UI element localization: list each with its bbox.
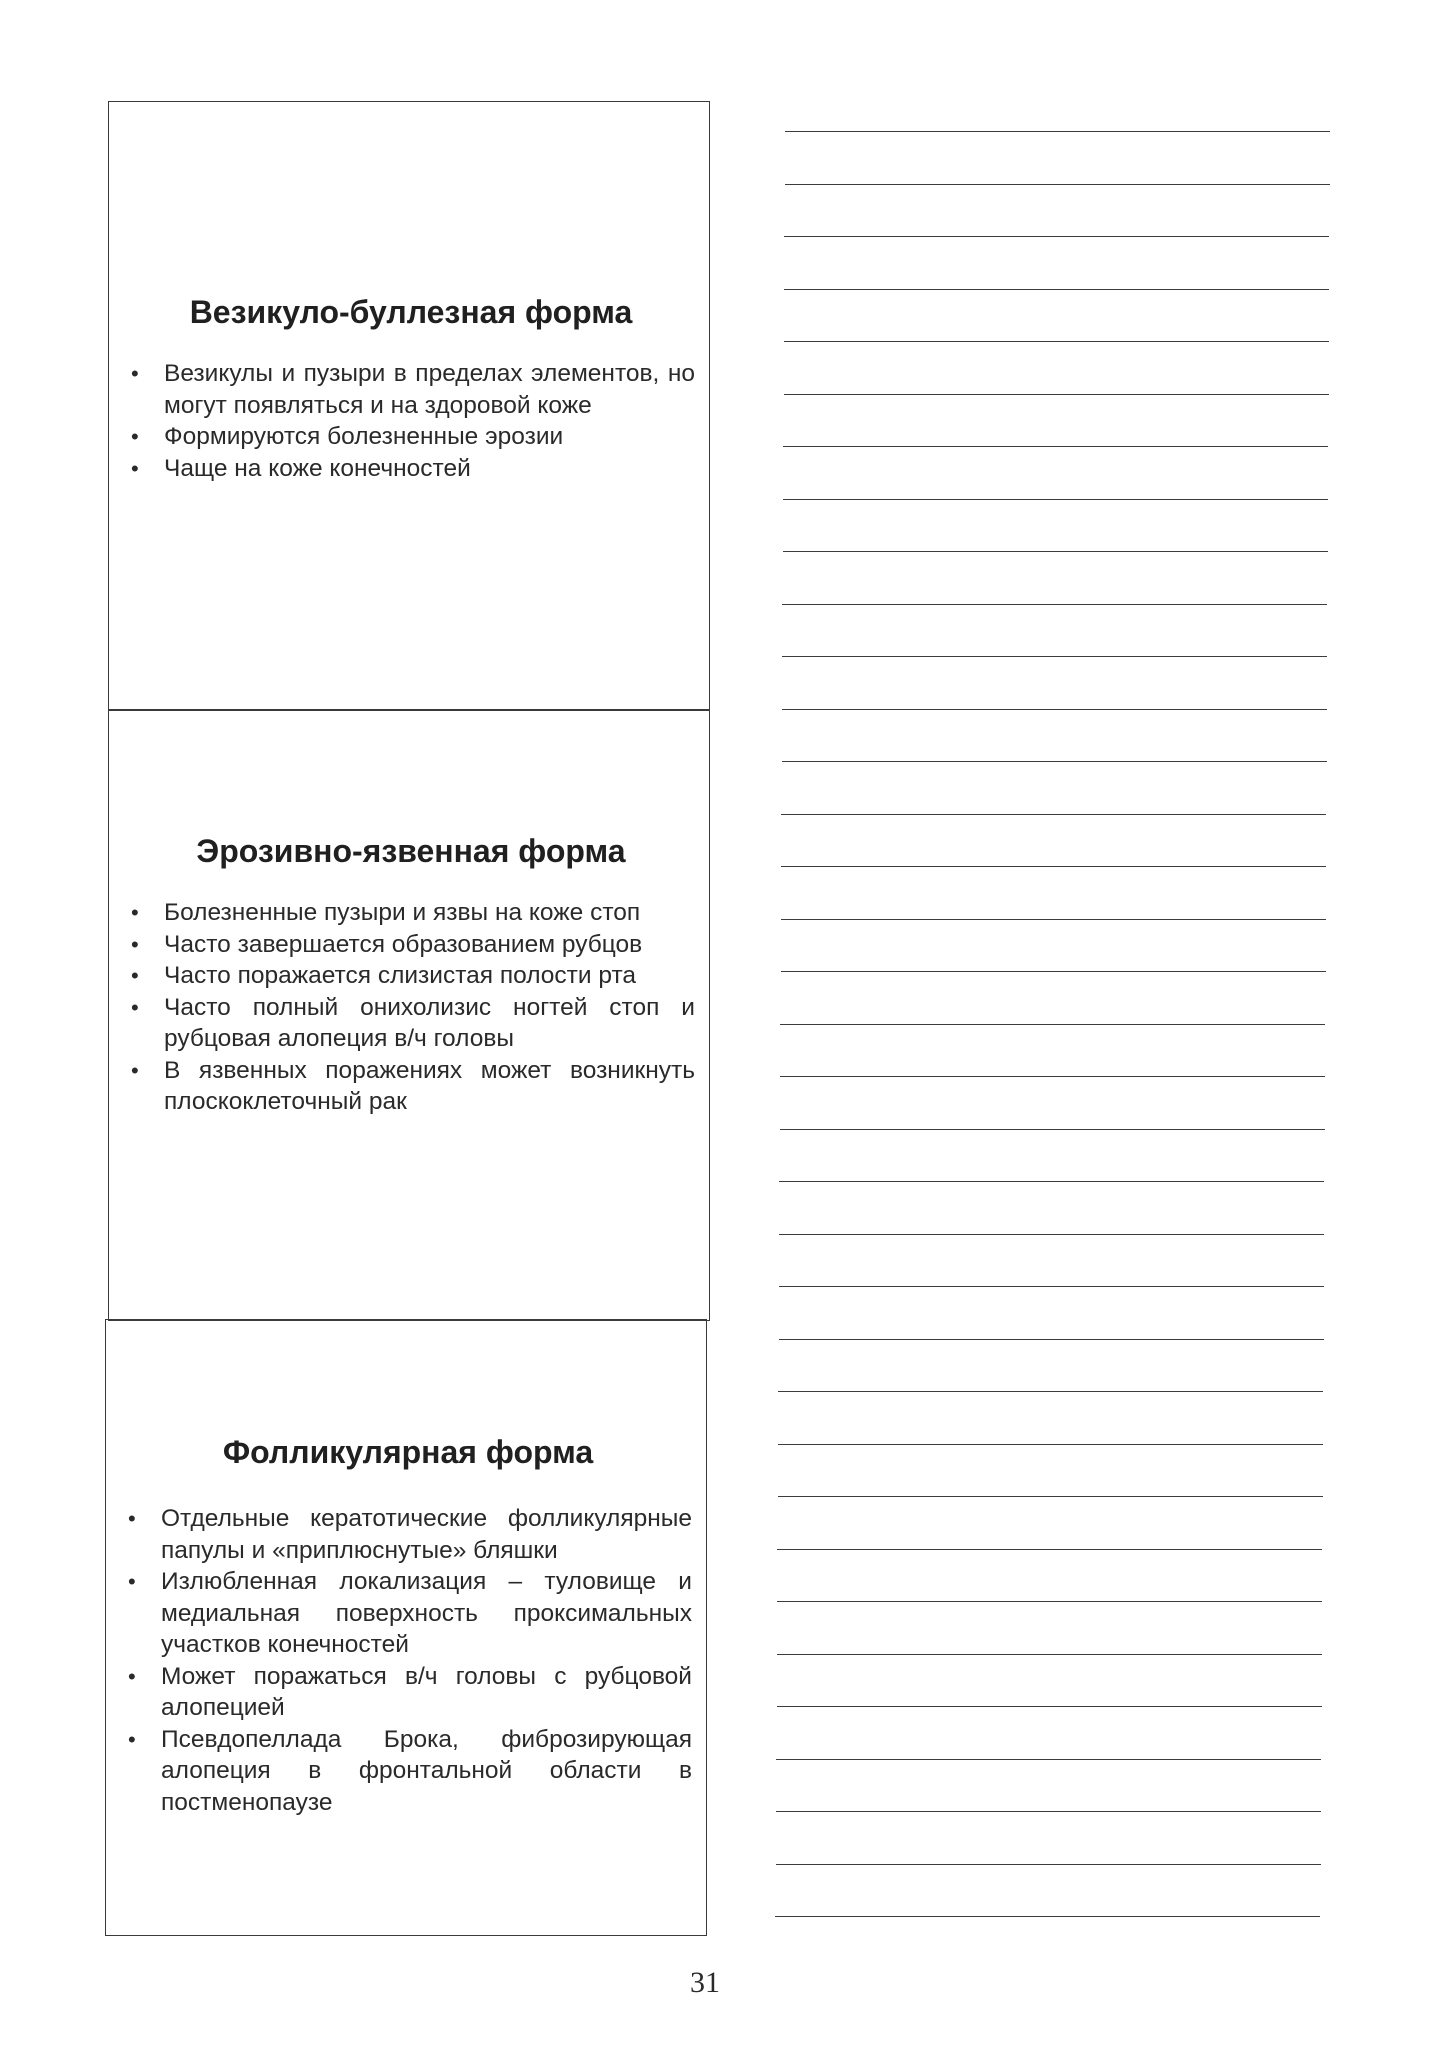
bullet-item: [127, 929, 695, 961]
bullet-icon: •: [131, 455, 139, 481]
bullet-icon: •: [128, 1726, 136, 1752]
slide-title: Фолликулярная форма: [222, 1434, 594, 1470]
bullet-text: Чаще на коже конечностей: [164, 454, 471, 482]
note-line: [776, 1759, 1321, 1760]
bullet-list: [127, 358, 695, 484]
note-line: [782, 761, 1327, 762]
note-line: [784, 341, 1329, 342]
slide-erosive-ulcerative: [108, 709, 710, 1321]
bullet-text: В язвенных поражениях может возникнуть плоскоклеточный рак: [164, 1056, 695, 1115]
bullet-item: [127, 992, 695, 1055]
note-line: [777, 1706, 1322, 1707]
bullet-item: [127, 897, 695, 929]
note-line: [780, 1076, 1325, 1077]
bullet-icon: •: [128, 1663, 136, 1689]
bullet-text: Может поражаться в/ч головы с рубцовой алопецией: [161, 1662, 692, 1721]
slide-title: Везикуло-буллезная форма: [189, 294, 633, 330]
bullet-list: [127, 897, 695, 1118]
bullet-icon: •: [131, 994, 139, 1020]
note-line: [783, 551, 1328, 552]
note-line: [784, 289, 1329, 290]
note-line: [777, 1549, 1322, 1550]
bullet-text: Излюбленная локализация – туловище и медиальная поверхность проксимальных участков конечностей: [161, 1568, 692, 1658]
bullet-icon: •: [131, 963, 139, 988]
note-line: [780, 1129, 1325, 1130]
note-line: [779, 1339, 1324, 1340]
note-line: [784, 236, 1329, 237]
slides-column: [108, 101, 712, 1936]
bullet-item: [127, 421, 695, 453]
bullet-icon: •: [131, 1057, 139, 1083]
note-line: [783, 499, 1328, 500]
note-line: [781, 814, 1326, 815]
slide-title: Эрозивно-язвенная форма: [196, 833, 626, 869]
bullet-item: [127, 453, 695, 485]
bullet-item: [127, 960, 695, 992]
bullet-text: Часто завершается образованием рубцов: [164, 930, 643, 958]
note-line: [784, 394, 1329, 395]
bullet-icon: •: [131, 931, 139, 957]
note-line: [780, 1024, 1325, 1025]
slide-follicular: [105, 1319, 707, 1936]
note-line: [785, 131, 1330, 132]
bullet-item: [124, 1661, 692, 1724]
note-line: [783, 446, 1328, 447]
note-line: [782, 656, 1327, 657]
note-line: [776, 1811, 1321, 1812]
bullet-icon: •: [128, 1506, 136, 1531]
bullet-text: Псевдопеллада Брока, фиброзирующая алопеция в фронтальной области в постменопаузе: [161, 1725, 692, 1816]
note-line: [779, 1234, 1324, 1235]
note-line: [781, 971, 1326, 972]
bullet-item: [124, 1724, 692, 1819]
bullet-item: [124, 1566, 692, 1661]
bullet-icon: •: [131, 900, 139, 925]
note-line: [779, 1181, 1324, 1182]
note-line: [778, 1444, 1323, 1445]
bullet-text: Везикулы и пузыри в пределах элементов, но могут появляться и на здоровой коже: [164, 360, 695, 419]
bullet-text: Часто полный онихолизис ногтей стоп и рубцовая алопеция в/ч головы: [164, 993, 695, 1052]
slide-vesiculobullous: [108, 101, 710, 711]
note-line: [777, 1654, 1322, 1655]
bullet-text: Болезненные пузыри и язвы на коже стоп: [164, 899, 641, 926]
note-line: [777, 1601, 1322, 1602]
note-line: [782, 709, 1327, 710]
note-line: [778, 1496, 1323, 1497]
note-line: [775, 1916, 1320, 1917]
note-line: [785, 184, 1330, 185]
bullet-item: [127, 358, 695, 421]
bullet-icon: •: [131, 424, 139, 449]
bullet-text: Формируются болезненные эрозии: [164, 423, 564, 450]
bullet-icon: •: [131, 361, 139, 386]
note-line: [776, 1864, 1321, 1865]
bullet-icon: •: [128, 1569, 136, 1594]
note-line: [781, 866, 1326, 867]
bullet-item: [127, 1055, 695, 1118]
note-line: [782, 604, 1327, 605]
note-line: [779, 1286, 1324, 1287]
bullet-text: Отдельные кератотические фолликулярные папулы и «приплюснутые» бляшки: [161, 1505, 692, 1564]
note-line: [778, 1391, 1323, 1392]
page-number: 31: [690, 1966, 720, 1999]
bullet-text: Часто поражается слизистая полости рта: [164, 962, 637, 989]
bullet-item: [124, 1503, 692, 1566]
note-line: [781, 919, 1326, 920]
bullet-list: [124, 1503, 692, 1818]
